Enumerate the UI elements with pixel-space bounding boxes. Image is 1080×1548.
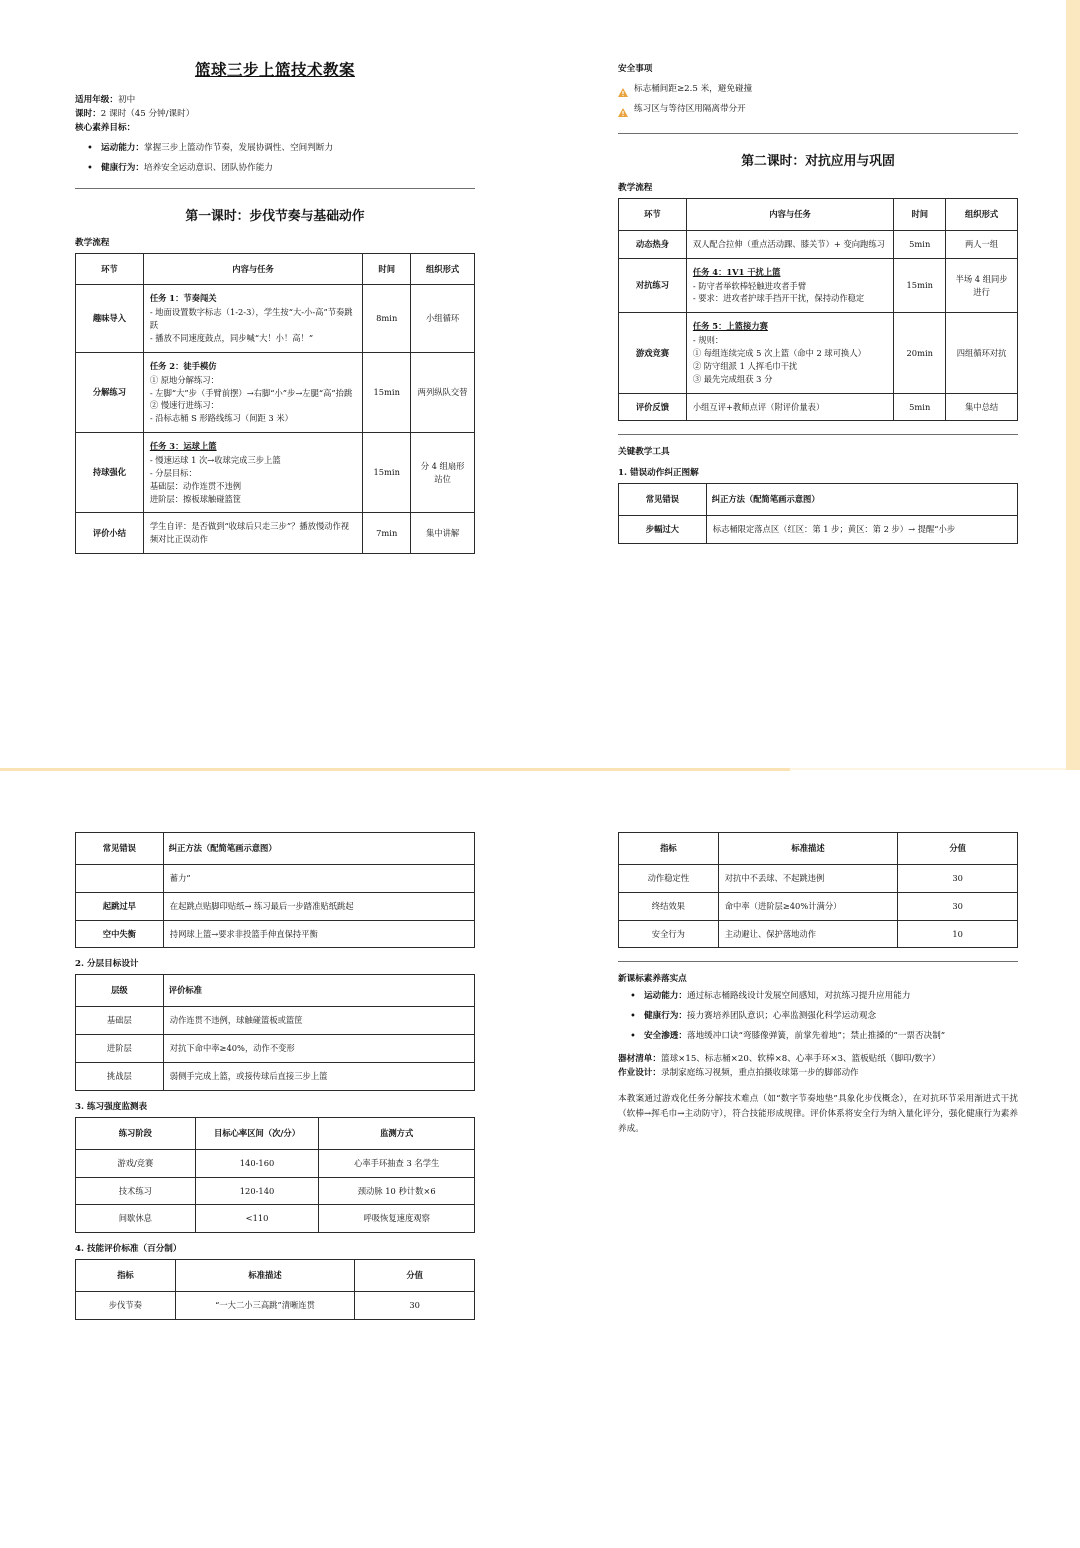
standards-item [618, 1030, 1018, 1043]
section-rule [75, 188, 475, 189]
standards-item-label: 运动能力： [644, 991, 687, 1002]
accent-strip-right [1066, 0, 1080, 770]
cell-method: 心率手环抽查 3 名学生 [319, 1149, 475, 1177]
session1-heading: 第一课时：步伐节奏与基础动作 [185, 208, 365, 224]
table-row [619, 313, 1018, 393]
table-row [76, 920, 475, 948]
page-divider-line-faint [790, 768, 1066, 770]
table-row [619, 230, 1018, 258]
standards-item-label: 安全渗透： [644, 1031, 687, 1042]
session2-flow-label: 教学流程 [618, 183, 653, 193]
cell-phase: 评价反馈 [619, 393, 687, 421]
cell-fix: 标志桶限定落点区（红区：第 1 步；黄区：第 2 步）→ 提醒“小步 [706, 516, 1017, 544]
table-row [76, 285, 475, 352]
session1-flow-label: 教学流程 [75, 237, 110, 248]
cell-error [76, 864, 164, 892]
col-content: 内容与任务 [686, 199, 893, 231]
section-rule [618, 133, 1018, 134]
table-row [619, 258, 1018, 313]
cell-content [143, 285, 362, 352]
session2-flow-table [618, 198, 1018, 421]
col-description: 标准描述 [718, 833, 898, 865]
warning-triangle-icon [618, 104, 628, 120]
table-row [76, 1292, 475, 1320]
cell-points: 30 [898, 892, 1018, 920]
col-method: 监测方式 [319, 1117, 475, 1149]
cell-criteria: 弱侧手完成上篮，或接传球后直接三步上篮 [163, 1063, 474, 1091]
meta-grade [75, 94, 475, 108]
task-line: 基础层：动作连贯不违例 [149, 480, 242, 491]
standards-heading: 新课标素养落实点 [618, 974, 687, 985]
task-line: ② 慢速行进练习： [149, 400, 219, 411]
cell-time: 5min [894, 230, 946, 258]
task-line: - 播放不同速度鼓点，同步喊“大！小！高！” [149, 332, 314, 343]
col-heart-rate: 目标心率区间（次/分） [195, 1117, 319, 1149]
col-content: 内容与任务 [143, 253, 362, 285]
standards-item-label: 健康行为： [644, 1011, 687, 1022]
col-metric: 指标 [76, 1260, 176, 1292]
task-line: 小组互评+教师点评（附评价量表） [692, 401, 825, 412]
cell-time: 15min [363, 352, 411, 432]
cell-org: 分 4 组扇形站位 [411, 433, 475, 513]
table-row [619, 920, 1018, 948]
cell-phase: 游戏竞赛 [619, 313, 687, 393]
cell-time: 20min [894, 313, 946, 393]
col-common-error: 常见错误 [76, 833, 164, 865]
cell-fix: 在起跳点贴脚印贴纸→ 练习最后一步踏准贴纸跳起 [163, 892, 474, 920]
col-criteria: 评价标准 [163, 975, 474, 1007]
table-row [76, 1177, 475, 1205]
homework-value: 录制家庭练习视频，重点拍摄收球第一步的脚部动作 [660, 1068, 859, 1079]
task-title: 任务 4：1V1 干扰上篮 [692, 266, 781, 277]
col-time: 时间 [363, 253, 411, 285]
tools-section-4-title: 4. 技能评价标准（百分制） [75, 1244, 182, 1255]
core-goal-list [75, 142, 475, 175]
table-row [619, 892, 1018, 920]
task-line: - 慢速运球 1 次→收球完成三步上篮 [149, 455, 281, 465]
error-correction-table-page1 [618, 483, 1018, 544]
cell-description: 命中率（进阶层≥40%计满分） [718, 892, 898, 920]
cell-phase: 持球强化 [76, 433, 144, 513]
task-line: 进阶层：擦板球触碰篮筐 [149, 493, 242, 504]
cell-metric: 动作稳定性 [619, 864, 719, 892]
section-rule [618, 434, 1018, 435]
cell-fix: 蓄力” [163, 864, 474, 892]
cell-content [686, 258, 893, 313]
cell-error: 起跳过早 [76, 892, 164, 920]
cell-org: 四组循环对抗 [946, 313, 1018, 393]
cell-org: 小组循环 [411, 285, 475, 352]
cell-phase: 对抗练习 [619, 258, 687, 313]
meta-hours [75, 108, 475, 122]
meta-core-goals [75, 122, 475, 136]
tools-section-1-title: 1. 错误动作纠正图解 [618, 468, 699, 479]
core-goal-text: 培养安全运动意识、团队协作能力 [143, 162, 273, 173]
page1-column-right [618, 52, 1018, 548]
cell-time: 8min [363, 285, 411, 352]
col-fix-method: 纠正方法（配简笔画示意图） [706, 484, 1017, 516]
cell-description: 对抗中不丢球、不起跳违例 [718, 864, 898, 892]
cell-criteria: 动作连贯不违例，球触碰篮板或篮筐 [163, 1007, 474, 1035]
equipment-label: 器材清单： [618, 1054, 661, 1065]
cell-stage: 游戏/竞赛 [76, 1149, 196, 1177]
tools-heading: 关键教学工具 [618, 447, 670, 458]
error-correction-table-page2 [75, 832, 475, 948]
cell-content [686, 313, 893, 393]
core-goal-label: 运动能力： [101, 142, 144, 153]
core-goal-label: 健康行为： [101, 162, 144, 173]
skill-score-table-page2-left [75, 1259, 475, 1320]
cell-points: 30 [898, 864, 1018, 892]
cell-org: 两列纵队交替 [411, 352, 475, 432]
cell-level: 挑战层 [76, 1063, 164, 1091]
core-goal-text: 掌握三步上篮动作节奏，发展协调性、空间判断力 [143, 142, 334, 153]
homework-label: 作业设计： [618, 1068, 661, 1079]
table-row [76, 864, 475, 892]
page-title: 篮球三步上篮技术教案 [194, 60, 355, 79]
page1-column-left [75, 52, 475, 558]
col-points: 分值 [898, 833, 1018, 865]
task-line: - 左脚“大”步（手臂前摆）→右脚“小”步→左腿“高”抬跳 [149, 387, 353, 398]
cell-phase: 动态热身 [619, 230, 687, 258]
table-header-row [619, 199, 1018, 231]
skill-score-table-page2-right [618, 832, 1018, 948]
cell-points: 10 [898, 920, 1018, 948]
task-line: ② 防守组派 1 人挥毛巾干扰 [692, 360, 798, 371]
standards-item [618, 990, 1018, 1003]
cell-org: 集中讲解 [411, 513, 475, 554]
task-line: 学生自评：是否做到“收球后只走三步”？播放慢动作视频对比正误动作 [149, 521, 350, 545]
safety-list [618, 83, 1018, 120]
table-row [619, 516, 1018, 544]
cell-method: 颈动脉 10 秒计数×6 [319, 1177, 475, 1205]
col-level: 层级 [76, 975, 164, 1007]
cell-phase: 评价小结 [76, 513, 144, 554]
cell-org: 两人一组 [946, 230, 1018, 258]
meta-hours-value: 2 课时（45 分钟/课时） [100, 108, 195, 119]
cell-heart-rate: 140-160 [195, 1149, 319, 1177]
standards-item-text: 接力赛培养团队意识；心率监测强化科学运动观念 [686, 1011, 877, 1022]
table-row [76, 513, 475, 554]
equipment-value: 篮球×15、标志桶×20、软棒×8、心率手环×3、篮板贴纸（脚印/数字） [660, 1054, 941, 1065]
cell-heart-rate: <110 [195, 1205, 319, 1233]
safety-heading: 安全事项 [618, 64, 653, 74]
cell-stage: 间歇休息 [76, 1205, 196, 1233]
table-row [619, 393, 1018, 421]
cell-time: 5min [894, 393, 946, 421]
standards-item-text: 落地缓冲口诀“弯膝像弹簧，前掌先着地”；禁止推搡的“一票否决制” [686, 1031, 946, 1042]
task-line: ① 原地分解练习： [149, 374, 219, 385]
safety-item [618, 83, 1018, 100]
session1-flow-table [75, 253, 475, 555]
closing-summary: 本教案通过游戏化任务分解技术难点（如“数字节奏地垫”具象化步伐概念），在对抗环节采用渐进式干扰（软棒→挥毛巾→主动防守），符合技能形成规律。评价体系将安全行为纳入量化评分，强化健康行为素养养成。 [618, 1093, 1018, 1134]
cell-fix: 持网球上篮→要求非投篮手伸直保持平衡 [163, 920, 474, 948]
task-line: ③ 最先完成组获 3 分 [692, 373, 773, 384]
cell-level: 进阶层 [76, 1035, 164, 1063]
cell-content [143, 352, 362, 432]
task-title: 任务 5：上篮接力赛 [692, 321, 768, 332]
table-row [76, 352, 475, 432]
cell-points: 30 [355, 1292, 475, 1320]
task-line: - 沿标志桶 S 形路线练习（间距 3 米） [149, 413, 293, 424]
cell-description: “一大二小三高跳”清晰连贯 [175, 1292, 355, 1320]
core-goal-item [75, 162, 475, 175]
safety-item [618, 103, 1018, 120]
col-description: 标准描述 [175, 1260, 355, 1292]
table-row [619, 864, 1018, 892]
cell-org: 集中总结 [946, 393, 1018, 421]
cell-error: 空中失衡 [76, 920, 164, 948]
standards-item [618, 1010, 1018, 1023]
intensity-monitor-table [75, 1117, 475, 1233]
cell-metric: 步伐节奏 [76, 1292, 176, 1320]
task-line: - 地面设置数字标志（1-2-3），学生按“大-小-高”节奏跳跃 [149, 307, 353, 331]
equipment-line [618, 1053, 1018, 1067]
standards-item-text: 通过标志桶路线设计发展空间感知，对抗练习提升应用能力 [686, 991, 911, 1002]
col-common-error: 常见错误 [619, 484, 707, 516]
table-row [76, 1063, 475, 1091]
col-phase: 环节 [76, 253, 144, 285]
core-goal-item [75, 142, 475, 155]
layered-goals-table [75, 974, 475, 1090]
table-header-row [76, 253, 475, 285]
col-fix-method: 纠正方法（配简笔画示意图） [163, 833, 474, 865]
col-org: 组织形式 [411, 253, 475, 285]
safety-item-text: 练习区与等待区用隔离带分开 [634, 104, 746, 114]
task-line: 双人配合拉伸（重点活动踝、膝关节）+ 变向跑练习 [692, 238, 885, 249]
cell-heart-rate: 120-140 [195, 1177, 319, 1205]
tools-section-3-title: 3. 练习强度监测表 [75, 1101, 148, 1112]
cell-content [143, 513, 362, 554]
task-line: - 防守者举软棒轻触进攻者手臂 [692, 280, 807, 291]
cell-time: 15min [894, 258, 946, 313]
cell-time: 7min [363, 513, 411, 554]
task-line: - 分层目标： [149, 467, 197, 478]
cell-error: 步幅过大 [619, 516, 707, 544]
task-title: 任务 2：徒手模仿 [149, 360, 217, 371]
cell-content [686, 230, 893, 258]
cell-org: 半场 4 组同步进行 [946, 258, 1018, 313]
section-rule [618, 961, 1018, 962]
cell-metric: 终结效果 [619, 892, 719, 920]
meta-core-goals-label: 核心素养目标： [75, 122, 136, 133]
task-title: 任务 3：运球上篮 [149, 441, 217, 452]
session2-heading: 第二课时：对抗应用与巩固 [741, 154, 895, 169]
meta-grade-value: 初中 [117, 95, 136, 105]
cell-criteria: 对抗下命中率≥40%，动作不变形 [163, 1035, 474, 1063]
table-header-row [619, 484, 1018, 516]
table-row [76, 433, 475, 513]
safety-item-text: 标志桶间距≥2.5 米，避免碰撞 [634, 84, 753, 94]
table-header-row [76, 975, 475, 1007]
table-row [76, 892, 475, 920]
warning-triangle-icon [618, 84, 628, 100]
col-phase: 环节 [619, 199, 687, 231]
cell-content [686, 393, 893, 421]
cell-stage: 技术练习 [76, 1177, 196, 1205]
cell-level: 基础层 [76, 1007, 164, 1035]
standards-list [618, 990, 1018, 1043]
task-line: - 规则： [692, 335, 724, 346]
table-row [76, 1035, 475, 1063]
col-time: 时间 [894, 199, 946, 231]
cell-description: 主动避让、保护落地动作 [718, 920, 898, 948]
col-stage: 练习阶段 [76, 1117, 196, 1149]
cell-metric: 安全行为 [619, 920, 719, 948]
cell-phase: 分解练习 [76, 352, 144, 432]
meta-grade-label: 适用年级： [75, 95, 118, 105]
col-org: 组织形式 [946, 199, 1018, 231]
table-header-row [76, 1117, 475, 1149]
col-points: 分值 [355, 1260, 475, 1292]
table-header-row [76, 1260, 475, 1292]
task-line: - 要求：进攻者护球手挡开干扰，保持动作稳定 [692, 293, 865, 304]
cell-content [143, 433, 362, 513]
cell-time: 15min [363, 433, 411, 513]
cell-phase: 趣味导入 [76, 285, 144, 352]
page-divider-line [0, 768, 790, 771]
equipment-and-homework [618, 1053, 1018, 1081]
table-row [76, 1007, 475, 1035]
table-header-row [619, 833, 1018, 865]
tools-section-2-title: 2. 分层目标设计 [75, 959, 139, 970]
table-row [76, 1205, 475, 1233]
homework-line [618, 1067, 1018, 1081]
meta-hours-label: 课时： [75, 108, 101, 119]
task-line: ① 每组连续完成 5 次上篮（命中 2 球可换人） [692, 348, 866, 359]
page2-column-right [618, 832, 1018, 1136]
task-title: 任务 1：节奏闯关 [149, 293, 217, 304]
table-header-row [76, 833, 475, 865]
col-metric: 指标 [619, 833, 719, 865]
page2-column-left [75, 832, 475, 1324]
table-row [76, 1149, 475, 1177]
cell-method: 呼吸恢复速度观察 [319, 1205, 475, 1233]
